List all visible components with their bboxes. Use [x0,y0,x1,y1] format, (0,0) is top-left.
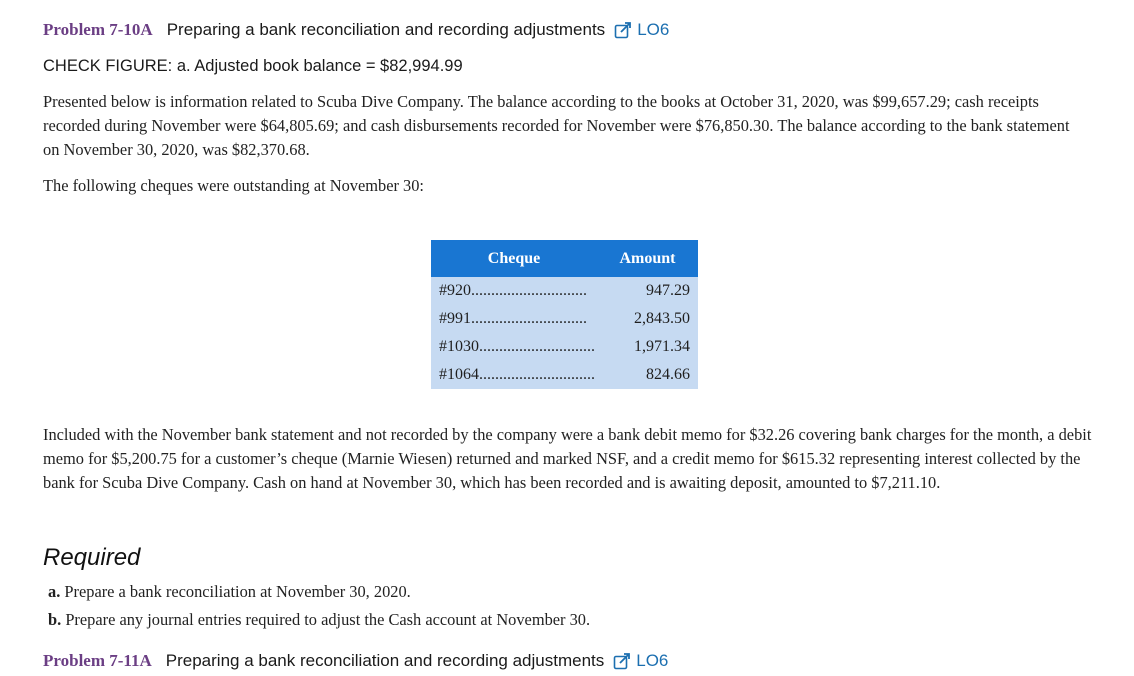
cheque-amount: 2,843.50 [597,305,698,333]
bank-memo-details: Included with the November bank statement and not recorded by the company were a bank debit memo for $32.26 covering bank charges for the month, a debit memo for $5,200.75 for a customer’s cheque (Marnie Wiesen) returned and marked NSF, and a credit memo for $615.32 representing interest collected by the bank for Scuba Dive Company. Cash on hand at November 30, which has been recorded and is awaiting deposit, amounted to $7,211.10. [43,425,1092,492]
check-figure-text: a. Adjusted book balance = $82,994.99 [172,57,463,75]
problem-title: Preparing a bank reconciliation and recording adjustments [166,20,606,39]
list-item [48,608,590,636]
cheque-number: #991 [439,310,471,327]
table-row [431,333,698,361]
required-heading: Required [43,544,141,571]
outstanding-cheques-table [431,240,698,389]
cheque-amount: 1,971.34 [597,333,698,361]
learning-objective-link[interactable]: LO6 [637,20,670,39]
cheque-column-header: Cheque [431,240,597,277]
cheque-number: #1030 [439,338,479,355]
problem-description: Presented below is information related to Scuba Dive Company. The balance according to the books at October 31, 2020, was $99,657.29; cash receipts recorded during November were $64,805.69; and cash disbursements recorded for November were $76,850.30. The balance according to the bank statement on November 30, 2020, was $82,370.68. [43,92,1070,159]
cheque-number: #1064 [439,366,479,383]
item-letter: b. [48,610,62,629]
table-row [431,305,698,333]
dot-leader: ............................. [479,338,595,355]
list-item [48,580,590,608]
table-row [431,361,698,389]
check-figure [43,57,463,76]
learning-objective-link[interactable]: LO6 [636,651,669,670]
item-text: Prepare a bank reconciliation at November 30, 2020. [60,582,411,601]
table-header-row [431,240,698,277]
cheque-amount: 824.66 [597,361,698,389]
problem-7-11a-heading [43,651,668,671]
amount-column-header: Amount [597,240,698,277]
external-link-icon[interactable] [613,652,633,670]
required-list [48,580,590,636]
dot-leader: ............................. [479,366,595,383]
problem-title: Preparing a bank reconciliation and recording adjustments [165,651,605,670]
external-link-icon[interactable] [614,21,634,39]
cheque-number: #920 [439,282,471,299]
problem-number: Problem 7-11A [43,651,152,670]
cheque-amount: 947.29 [597,277,698,305]
item-letter: a. [48,582,61,601]
dot-leader: ............................. [471,310,587,327]
table-row [431,277,698,305]
problem-number: Problem 7-10A [43,20,153,39]
item-text: Prepare any journal entries required to adjust the Cash account at November 30. [61,610,591,629]
outstanding-cheques-intro: The following cheques were outstanding at November 30: [43,176,424,195]
problem-7-10a-heading [43,20,669,40]
check-figure-label: CHECK FIGURE: [43,57,173,75]
dot-leader: ............................. [471,282,587,299]
